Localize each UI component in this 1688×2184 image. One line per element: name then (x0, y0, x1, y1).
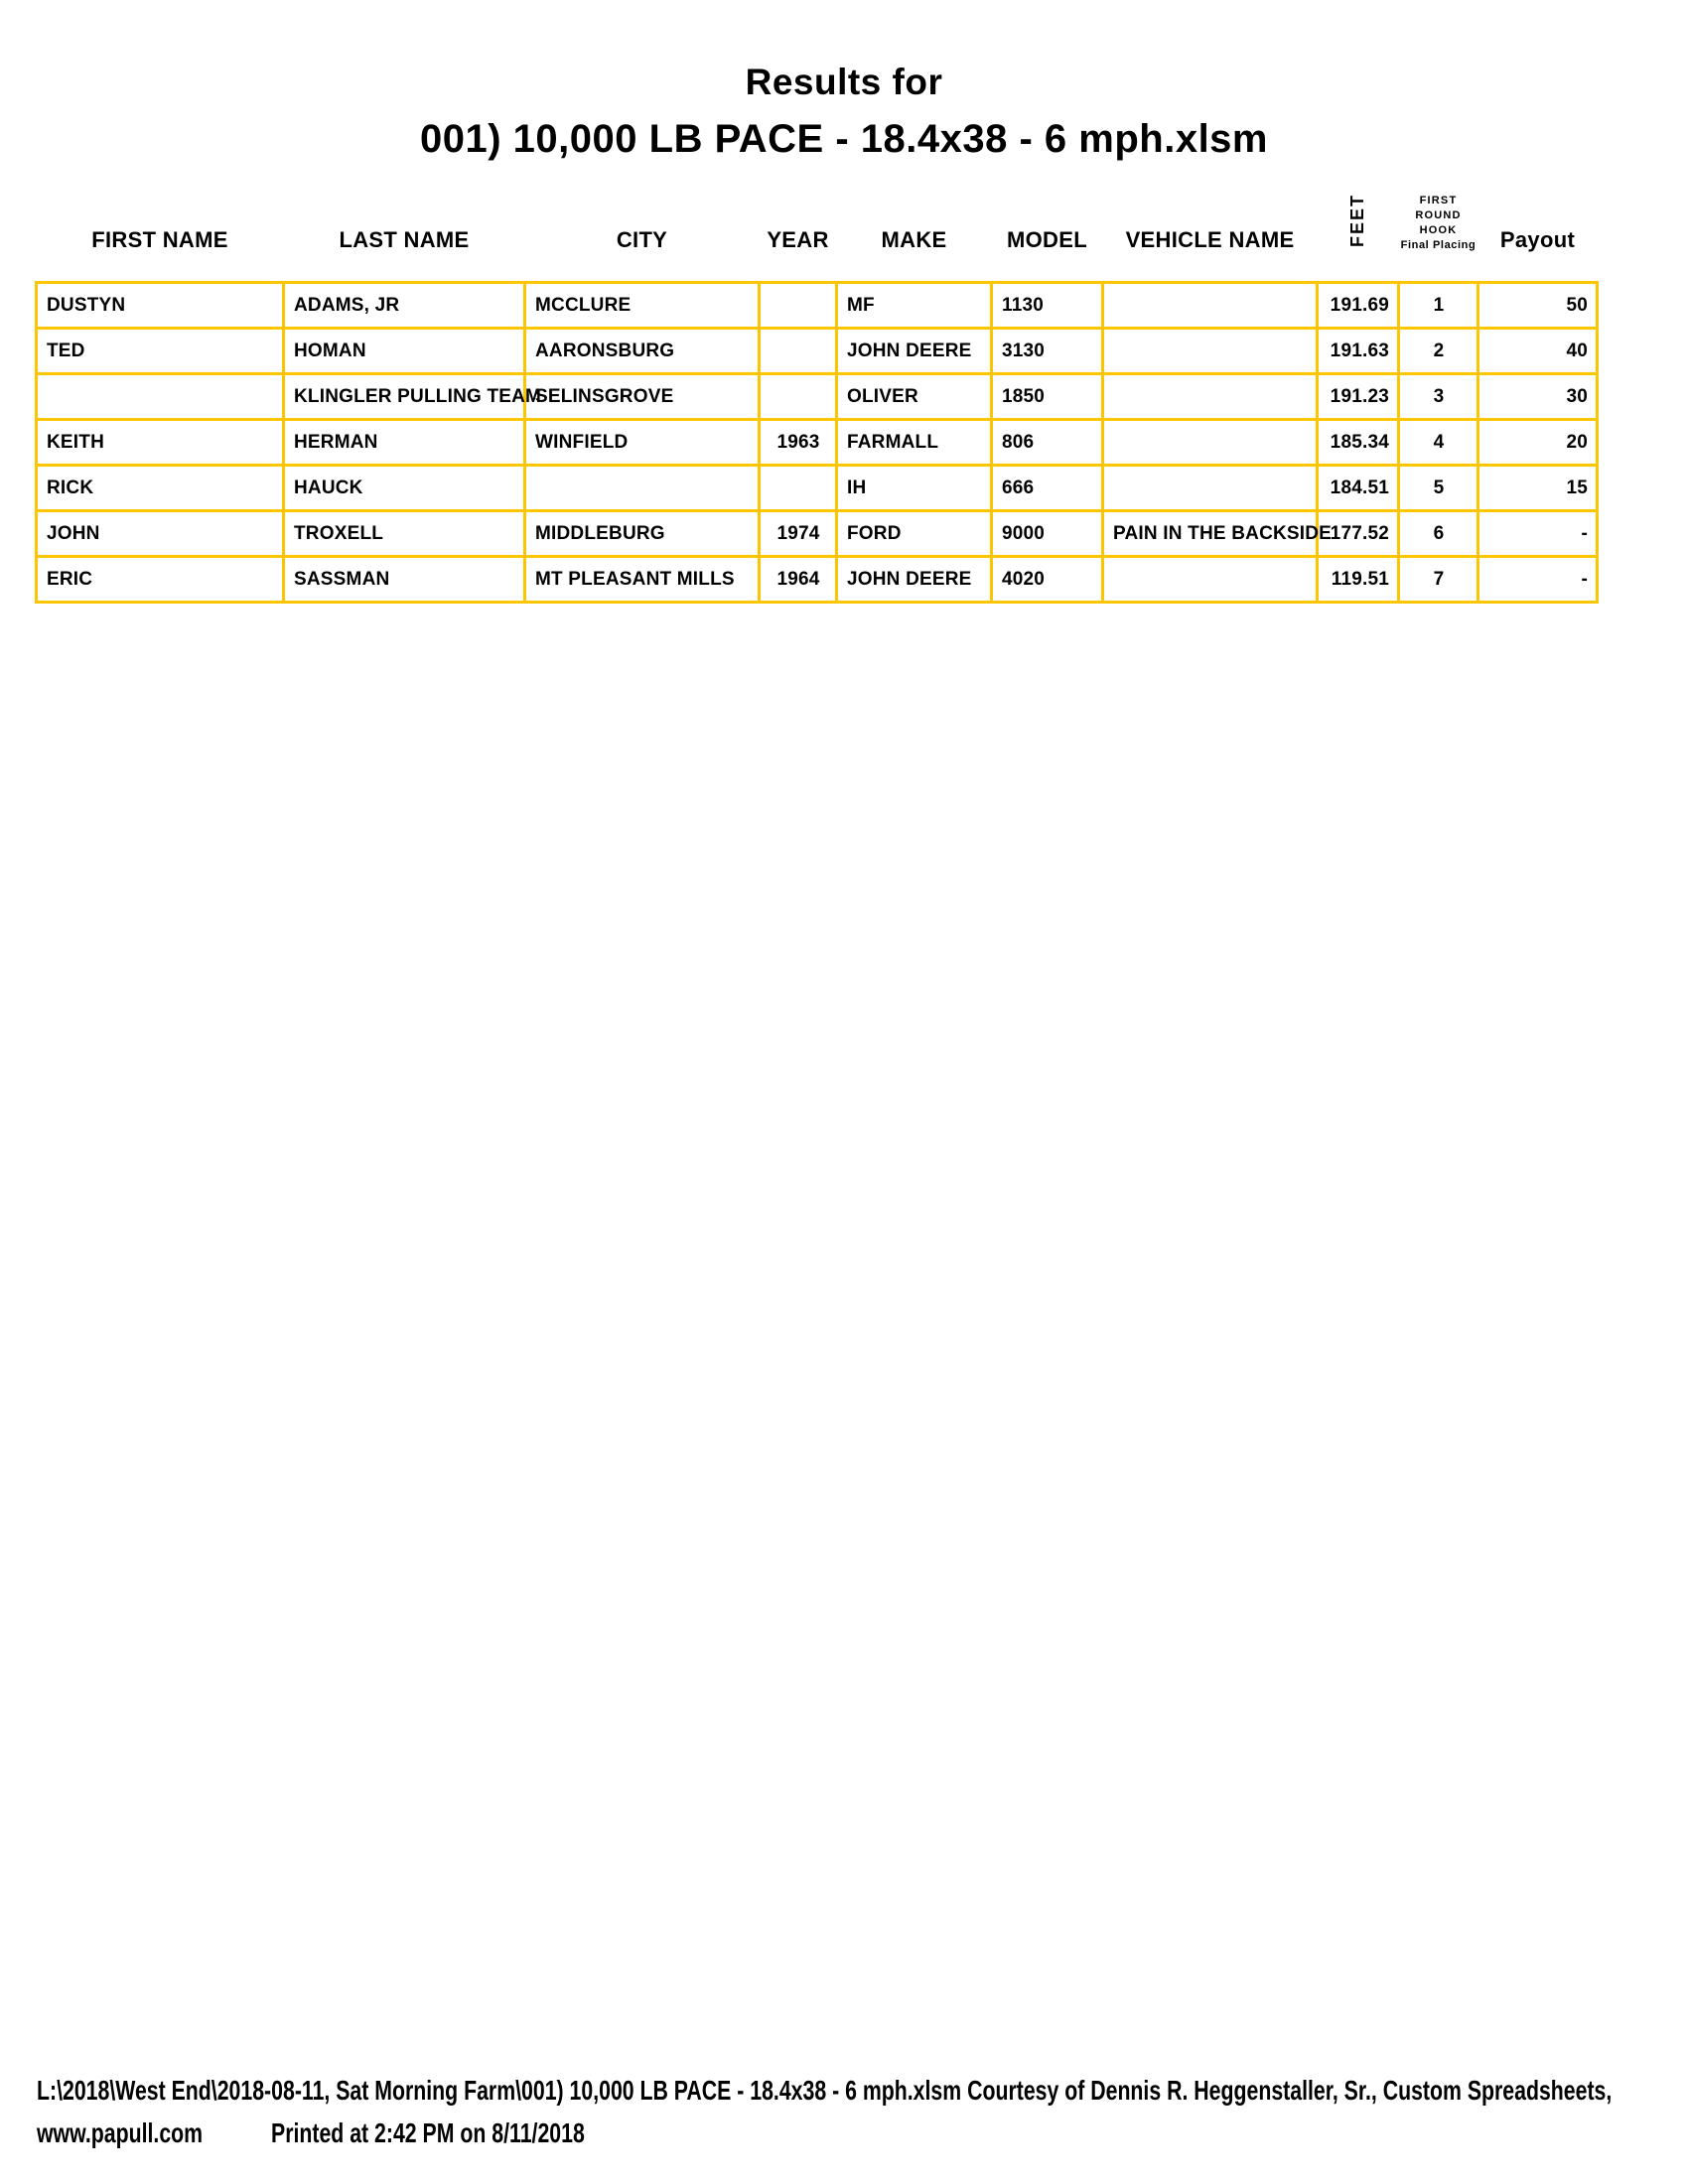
cell-year (760, 283, 837, 329)
header-make: MAKE (837, 194, 992, 283)
cell-placing: 5 (1399, 466, 1478, 511)
cell-last-name: TROXELL (284, 511, 525, 557)
cell-year: 1964 (760, 557, 837, 603)
cell-payout: - (1478, 511, 1598, 557)
cell-year (760, 329, 837, 374)
cell-vehicle-name: PAIN IN THE BACKSIDE (1103, 511, 1318, 557)
cell-first-name: RICK (37, 466, 284, 511)
page-title-line1: Results for (745, 62, 943, 102)
cell-payout: - (1478, 557, 1598, 603)
header-vehicle-name: VEHICLE NAME (1103, 194, 1318, 283)
cell-model: 9000 (992, 511, 1103, 557)
table-header-row (37, 194, 1598, 283)
cell-payout: 20 (1478, 420, 1598, 466)
hook-header-line1: FIRST ROUND (1415, 195, 1462, 222)
cell-vehicle-name (1103, 374, 1318, 420)
cell-year: 1974 (760, 511, 837, 557)
header-feet (1318, 194, 1399, 283)
cell-make: JOHN DEERE (837, 557, 992, 603)
cell-first-name: TED (37, 329, 284, 374)
results-table (35, 194, 1599, 604)
cell-feet: 185.34 (1318, 420, 1399, 466)
cell-placing: 3 (1399, 374, 1478, 420)
cell-model: 1850 (992, 374, 1103, 420)
cell-payout: 50 (1478, 283, 1598, 329)
cell-model: 806 (992, 420, 1103, 466)
cell-payout: 30 (1478, 374, 1598, 420)
footer-print-line (37, 2117, 1675, 2151)
footer-path-line (37, 2075, 1675, 2107)
header-payout: Payout (1478, 194, 1598, 283)
cell-model: 4020 (992, 557, 1103, 603)
cell-placing: 7 (1399, 557, 1478, 603)
cell-make: OLIVER (837, 374, 992, 420)
cell-city (525, 466, 760, 511)
hook-header-line2: HOOK (1419, 224, 1458, 237)
cell-last-name: HERMAN (284, 420, 525, 466)
cell-first-name: ERIC (37, 557, 284, 603)
cell-city: MCCLURE (525, 283, 760, 329)
cell-make: FARMALL (837, 420, 992, 466)
header-model: MODEL (992, 194, 1103, 283)
feet-rotated-label: FEET (1347, 194, 1367, 248)
cell-placing: 6 (1399, 511, 1478, 557)
cell-placing: 2 (1399, 329, 1478, 374)
cell-make: IH (837, 466, 992, 511)
cell-make: JOHN DEERE (837, 329, 992, 374)
cell-year (760, 466, 837, 511)
cell-feet: 191.63 (1318, 329, 1399, 374)
cell-vehicle-name (1103, 420, 1318, 466)
cell-first-name: KEITH (37, 420, 284, 466)
table-row (37, 329, 1598, 374)
cell-last-name: SASSMAN (284, 557, 525, 603)
table-row (37, 374, 1598, 420)
page-title-line2: 001) 10,000 LB PACE - 18.4x38 - 6 mph.xlsm (420, 117, 1268, 161)
cell-placing: 4 (1399, 420, 1478, 466)
header-last-name: LAST NAME (284, 194, 525, 283)
cell-vehicle-name (1103, 329, 1318, 374)
cell-make: MF (837, 283, 992, 329)
cell-last-name: ADAMS, JR (284, 283, 525, 329)
cell-city: SELINSGROVE (525, 374, 760, 420)
cell-vehicle-name (1103, 466, 1318, 511)
cell-feet: 191.69 (1318, 283, 1399, 329)
cell-model: 3130 (992, 329, 1103, 374)
table-body (37, 283, 1598, 603)
cell-last-name: HOMAN (284, 329, 525, 374)
page-title (0, 62, 1688, 162)
cell-payout: 15 (1478, 466, 1598, 511)
cell-feet: 177.52 (1318, 511, 1399, 557)
footer-website: www.papull.com (37, 2117, 204, 2148)
footer (37, 2075, 1675, 2151)
cell-first-name: DUSTYN (37, 283, 284, 329)
cell-year (760, 374, 837, 420)
hook-header-line3: Final Placing (1400, 239, 1477, 252)
cell-make: FORD (837, 511, 992, 557)
cell-city: MT PLEASANT MILLS (525, 557, 760, 603)
cell-placing: 1 (1399, 283, 1478, 329)
cell-first-name (37, 374, 284, 420)
cell-payout: 40 (1478, 329, 1598, 374)
table-row (37, 420, 1598, 466)
cell-feet: 191.23 (1318, 374, 1399, 420)
cell-city: AARONSBURG (525, 329, 760, 374)
cell-vehicle-name (1103, 283, 1318, 329)
cell-first-name: JOHN (37, 511, 284, 557)
header-city: CITY (525, 194, 760, 283)
footer-path-text: L:\2018\West End\2018-08-11, Sat Morning Farm\001) 10,000 LB PACE - 18.4x38 - 6 mph.xlsm Courtesy of Dennis R. Heggenstaller, Sr., Custom Spreadsheets, (37, 2075, 1613, 2106)
table-row (37, 283, 1598, 329)
cell-last-name: KLINGLER PULLING TEAM (284, 374, 525, 420)
cell-city: WINFIELD (525, 420, 760, 466)
table-row (37, 466, 1598, 511)
cell-feet: 119.51 (1318, 557, 1399, 603)
header-first-round-hook (1399, 194, 1478, 283)
cell-model: 666 (992, 466, 1103, 511)
cell-model: 1130 (992, 283, 1103, 329)
cell-last-name: HAUCK (284, 466, 525, 511)
table-row (37, 557, 1598, 603)
cell-city: MIDDLEBURG (525, 511, 760, 557)
header-year: YEAR (760, 194, 837, 283)
cell-year: 1963 (760, 420, 837, 466)
table-row (37, 511, 1598, 557)
cell-vehicle-name (1103, 557, 1318, 603)
header-first-name: FIRST NAME (37, 194, 284, 283)
cell-feet: 184.51 (1318, 466, 1399, 511)
footer-printed-timestamp: Printed at 2:42 PM on 8/11/2018 (271, 2117, 585, 2148)
